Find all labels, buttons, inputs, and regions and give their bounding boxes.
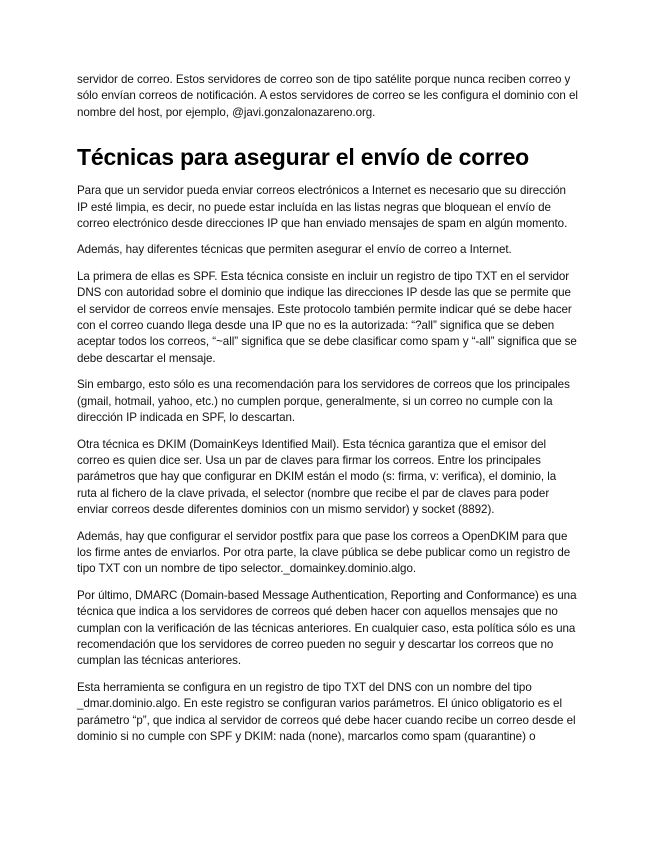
intro-paragraph: servidor de correo. Estos servidores de correo son de tipo satélite porque nunca reciben correo y sólo envían correos de notificación. A estos servidores de correo se les configura el dominio con el nombre del host, por ejemplo, @javi.gonzalonazareno.org. xyxy=(77,73,578,119)
document-page xyxy=(77,72,579,755)
paragraph-dmarc: Por último, DMARC (Domain-based Message Authentication, Reporting and Conformance) es una técnica que indica a los servidores de correos qué deben hacer con aquellos mensajes que no cumplan con la verificación de las técnicas anteriores. En cualquier caso, esta política sólo es una recomendación que los servidores de correo pueden no seguir y descartar los correos que no cumplan las técnicas anteriores. xyxy=(77,588,577,668)
paragraph-spf: La primera de ellas es SPF. Esta técnica consiste en incluir un registro de tipo TXT en el servidor DNS con autoridad sobre el dominio que indique las direcciones IP desde las que se permite que el servidor de correos envíe mensajes. Este protocolo también permite indicar qué se debe hacer con el correo cuando llega desde una IP que no es la autorizada: “?all” significa que se deben aceptar todos los correos, “~all” significa que se debe clasificar como spam y “-all” significa que se debe descartar el mensaje. xyxy=(77,269,577,365)
section-title: Técnicas para asegurar el envío de correo xyxy=(77,144,530,171)
paragraph-spf-recomendacion: Sin embargo, esto sólo es una recomendación para los servidores de correos que los principales (gmail, hotmail, yahoo, etc.) no cumplen porque, generalmente, si un correo no cumple con la dirección IP indicada en SPF, lo descartan. xyxy=(77,378,570,425)
paragraph-ip-limpia: Para que un servidor pueda enviar correos electrónicos a Internet es necesario que su dirección IP esté limpia, es decir, no puede estar incluída en las listas negras que bloquean el envío de correo electrónico desde direcciones IP que han enviado mensajes de spam en algún momento. xyxy=(77,184,568,231)
paragraph-opendkim: Además, hay que configurar el servidor postfix para que pase los correos a OpenDKIM para que los firme antes de enviarlos. Por otra parte, la clave pública se debe publicar como un registro de tipo TXT con un nombre de tipo selector._domainkey.dominio.algo. xyxy=(77,529,571,576)
paragraph-dmarc-registro: Esta herramienta se configura en un registro de tipo TXT del DNS con un nombre del tipo _dmar.dominio.algo. En este registro se configuran varios parámetros. El único obligatorio es el parámetro “p”, que indica al servidor de correos qué debe hacer cuando recibe un correo desde el dominio si no cumple con SPF y DKIM: nada (none), marcarlos como spam (quarantine) o xyxy=(77,680,576,743)
paragraph-dkim: Otra técnica es DKIM (DomainKeys Identified Mail). Esta técnica garantiza que el emisor del correo es quien dice ser. Usa un par de claves para firmar los correos. Entre los principales parámetros que hay que configurar en DKIM están el modo (s: firma, v: verifica), el dominio, la ruta al fichero de la clave privada, el selector (nombre que recibe el par de claves para poder enviar correos desde diferentes dominios con un mismo servidor) y socket (8892). xyxy=(77,437,557,517)
paragraph-tecnicas: Además, hay diferentes técnicas que permiten asegurar el envío de correo a Internet. xyxy=(77,243,512,257)
